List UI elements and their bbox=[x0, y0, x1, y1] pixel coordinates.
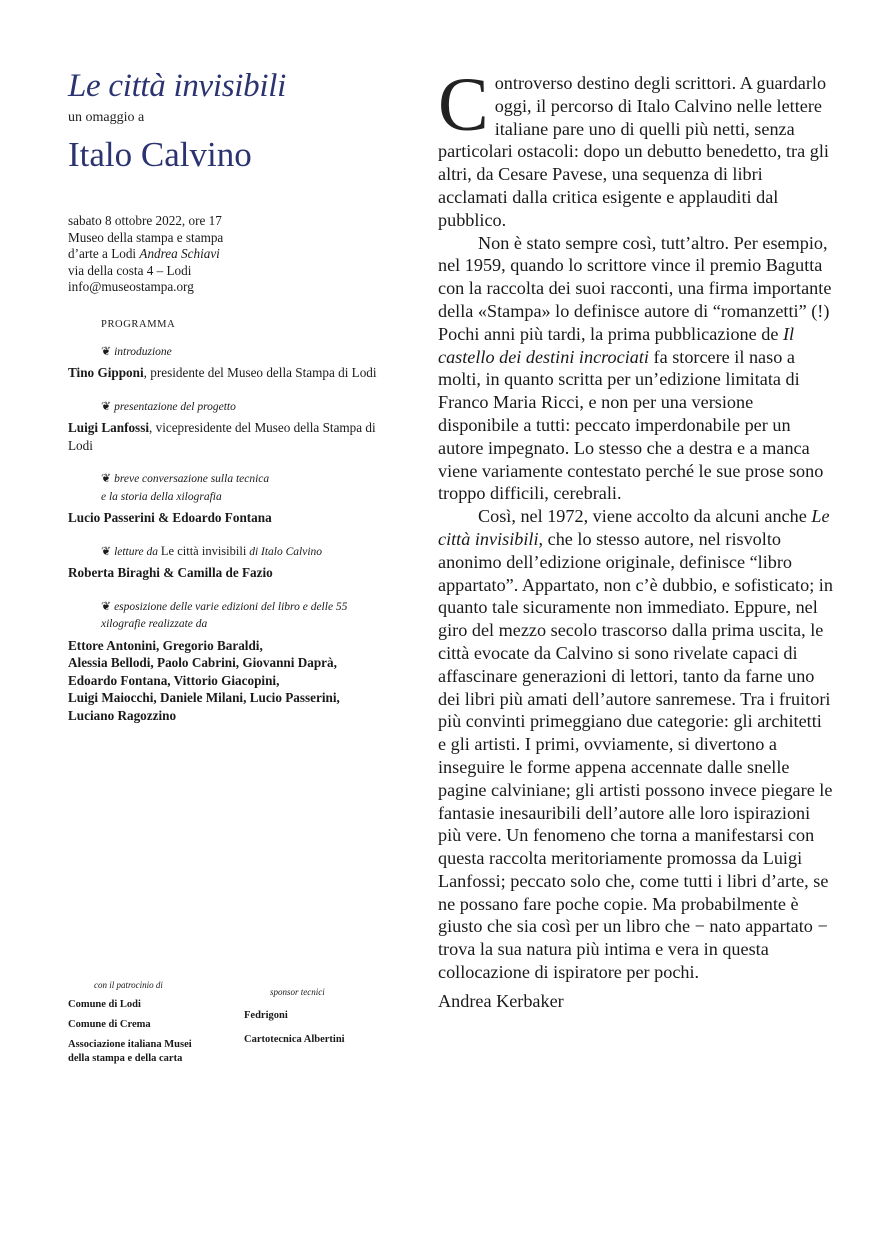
patronage-block bbox=[68, 978, 243, 1066]
page-title: Le città invisibili bbox=[68, 68, 286, 104]
program-item: ❦ presentazione del progetto Luigi Lanfossi, vicepresidente del Museo della Stampa di Lodi bbox=[68, 398, 376, 453]
leaf-ornament-icon: ❦ bbox=[101, 471, 112, 486]
event-info bbox=[68, 213, 398, 296]
patronage-label: con il patrocinio di bbox=[94, 980, 163, 990]
leaf-ornament-icon: ❦ bbox=[101, 543, 112, 558]
program-item: ❦ letture da Le città invisibili di Italo Calvino Roberta Biraghi & Camilla de Fazio bbox=[68, 543, 323, 581]
event-email[interactable]: info@museostampa.org bbox=[68, 279, 194, 295]
essay-paragraph: Controverso destino degli scrittori. A guardarlo oggi, il percorso di Italo Calvino nelle lettere italiane pare uno di quelli più netti, senza particolari ostacoli: dopo un debutto benedetto, tra gli altri, da Cesare Pavese, una sequenza di libri acclamati dalla critica esigente e applauditi dal pubblico. bbox=[438, 63, 829, 230]
left-column bbox=[68, 66, 398, 724]
sponsor-entry: Cartotecnica Albertini bbox=[244, 1034, 345, 1045]
sponsor-entry: Fedrigoni bbox=[244, 1010, 288, 1021]
program-item: ❦ breve conversazione sulla tecnica e la storia della xilografia Lucio Passerini & Edoardo Fontana bbox=[68, 471, 272, 526]
essay-column bbox=[438, 63, 833, 1013]
honoree-name: Italo Calvino bbox=[68, 135, 252, 174]
leaf-ornament-icon: ❦ bbox=[101, 598, 112, 613]
subtitle: un omaggio a bbox=[68, 110, 145, 125]
essay-signature: Andrea Kerbaker bbox=[438, 990, 564, 1011]
essay-paragraph: Così, nel 1972, viene accolto da alcuni anche Le città invisibili, che lo stesso autore, nel risvolto anonimo dell’edizione originale, definisce “libro appartato”. Appartato, non c’è dubbio, e sofisticato; in quanto tale sicuramente non immediato. Eppure, nel giro del mezzo secolo trascorso dalla prima uscita, le città evocate da Calvino si sono rivelate capaci di affascinare generazioni di lettori, tanto da farne uno dei libri più amati dell’autore sanremese. Tra i fruitori più convinti primeggiano due categorie: gli architetti e gli artisti. I primi, ovviamente, si divertono a inseguire le forme appena accennate dalle snelle pagine calviniane; gli artisti possono invece piegare le fantasie inesauribili dell’autore alle loro ispirazioni più vere. Un fenomeno che torna a manifestarsi con questa raccolta meritoriamente promossa da Luigi Lanfossi; peccato solo che, come tutti i libri d’arte, se ne possano fare poche copie. Ma probabilmente è giusto che sia così per un libro che − nato appartato − trova la sua natura più intima e vera in questa collocazione di ispiratore per pochi. bbox=[438, 506, 833, 983]
program-item: ❦ esposizione delle varie edizioni del libro e delle 55 xilografie realizzate da Ettore Antonini, Gregorio Baraldi, Alessia Bellodi, Paolo Cabrini, Giovanni Daprà, Edoardo Fontana, Vittorio Giacopini, Luigi Maiocchi, Daniele Milani, Lucio Passerini, Luciano Ragozzino bbox=[68, 598, 398, 725]
event-address: via della costa 4 – Lodi bbox=[68, 262, 192, 278]
sponsors-label: sponsor tecnici bbox=[270, 987, 325, 997]
leaf-ornament-icon: ❦ bbox=[101, 343, 112, 358]
artist-list: Ettore Antonini, Gregorio Baraldi, Alessia Bellodi, Paolo Cabrini, Giovanni Daprà, Edoardo Fontana, Vittorio Giacopini, Luigi Maiocchi, Daniele Milani, Lucio Passerini, Luciano Ragozzino bbox=[68, 637, 340, 723]
event-venue-line1: Museo della stampa e stampa bbox=[68, 229, 224, 245]
leaf-ornament-icon: ❦ bbox=[101, 398, 112, 413]
program-heading: PROGRAMMA bbox=[101, 318, 176, 330]
sponsors-block bbox=[244, 985, 394, 1047]
event-date: sabato 8 ottobre 2022, ore 17 bbox=[68, 213, 222, 228]
program-item: ❦ introduzione Tino Gipponi, presidente del Museo della Stampa di Lodi bbox=[68, 343, 377, 381]
patron-entry: Associazione italiana Musei della stampa e della carta bbox=[68, 1039, 192, 1064]
essay-paragraph: Non è stato sempre così, tutt’altro. Per esempio, nel 1959, quando lo scrittore vince il premio Bagutta con la raccolta dei suoi racconti, una firma importante della «Stampa» lo definisce autore di “romanzetti” (!) Pochi anni più tardi, la prima pubblicazione de Il castello dei destini incrociati fa storcere il naso a molti, in quanto scritta per un’edizione limitata di Franco Maria Ricci, e non per una versione disponibile a tutti: peccato imperdonabile per un autore impegnato. Lo stesso che a destra e a manca viene variamente contestato perché le sue prose sono troppo difficili, cerebrali. bbox=[438, 232, 832, 504]
patron-entry: Comune di Crema bbox=[68, 1019, 151, 1030]
drop-cap: C bbox=[438, 63, 489, 147]
event-venue-line2: d’arte a Lodi Andrea Schiavi bbox=[68, 246, 220, 262]
patron-entry: Comune di Lodi bbox=[68, 999, 141, 1010]
